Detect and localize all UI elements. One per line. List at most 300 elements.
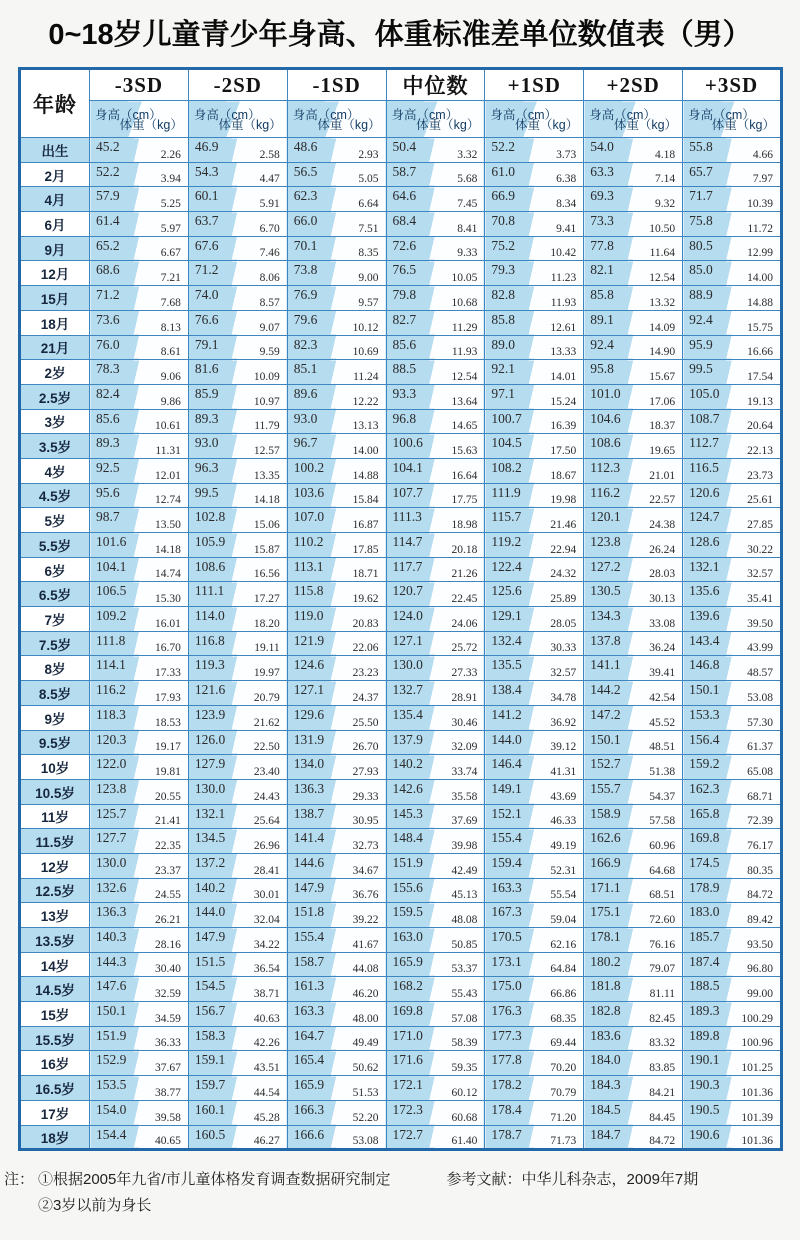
value-cell (90, 261, 189, 286)
height-value: 178.9 (689, 879, 720, 895)
value-cell (188, 508, 287, 533)
weight-value: 84.72 (747, 889, 773, 902)
weight-value: 20.55 (154, 790, 181, 803)
value-cell (287, 631, 386, 656)
value-cell (386, 384, 485, 409)
value-cell (188, 804, 287, 829)
weight-value: 7.45 (457, 198, 478, 211)
weight-value: 24.32 (550, 568, 577, 581)
height-value: 159.2 (689, 756, 720, 772)
weight-value: 76.16 (649, 938, 676, 951)
value-cell (287, 212, 386, 237)
table-row (20, 557, 782, 582)
weight-value: 7.14 (654, 173, 676, 186)
value-cell (287, 409, 386, 434)
height-value: 159.4 (491, 854, 522, 870)
height-value: 85.1 (293, 361, 318, 377)
weight-value: 30.95 (352, 815, 379, 828)
col-header-plus2sd: +2SD (584, 69, 683, 101)
value-cell (287, 878, 386, 903)
weight-value: 8.57 (259, 296, 280, 309)
col-header-minus2sd: -2SD (188, 69, 287, 101)
height-value: 85.8 (590, 287, 614, 303)
weight-value: 52.31 (550, 864, 577, 877)
height-value: 134.3 (590, 608, 621, 624)
weight-value: 34.67 (352, 864, 379, 877)
weight-value: 51.53 (352, 1086, 379, 1099)
value-cell (287, 705, 386, 730)
height-value: 154.4 (96, 1126, 127, 1142)
height-value: 108.6 (194, 558, 226, 574)
value-cell (188, 952, 287, 977)
weight-value: 8.41 (457, 222, 478, 235)
height-value: 63.3 (590, 163, 614, 179)
height-value: 72.6 (392, 237, 417, 253)
weight-value: 101.39 (741, 1111, 773, 1124)
weight-value: 9.41 (556, 222, 577, 235)
weight-value: 14.88 (747, 296, 773, 309)
height-value: 132.7 (392, 682, 423, 698)
height-value: 112.7 (689, 435, 719, 451)
table-row (20, 360, 782, 385)
height-value: 106.5 (96, 583, 127, 599)
weight-value: 18.53 (154, 716, 181, 729)
value-cell (287, 829, 386, 854)
height-value: 107.7 (392, 484, 423, 500)
height-value: 111.9 (491, 484, 521, 500)
value-cell (485, 508, 584, 533)
weight-value: 10.42 (550, 247, 577, 260)
value-cell (485, 1002, 584, 1027)
value-cell (683, 903, 782, 928)
sub-header-cell (188, 101, 287, 138)
height-value: 178.7 (491, 1126, 522, 1142)
height-value: 89.3 (194, 410, 219, 426)
weight-unit-label: 体重（kg） (218, 118, 282, 132)
height-value: 85.0 (689, 262, 713, 278)
height-value: 146.4 (491, 756, 522, 772)
weight-value: 25.89 (550, 593, 577, 606)
age-cell: 6.5岁 (20, 582, 90, 607)
height-value: 119.0 (293, 608, 324, 624)
value-cell (485, 384, 584, 409)
value-cell (287, 1125, 386, 1150)
height-value: 124.0 (392, 608, 423, 624)
height-unit-label: 身高（cm） (490, 108, 558, 122)
height-value: 120.6 (689, 484, 720, 500)
value-cell (386, 705, 485, 730)
age-cell: 14.5岁 (20, 977, 90, 1002)
age-cell: 10.5岁 (20, 779, 90, 804)
value-cell (287, 804, 386, 829)
height-value: 155.6 (392, 879, 423, 895)
value-cell (386, 335, 485, 360)
value-cell (584, 878, 683, 903)
height-value: 172.3 (392, 1101, 423, 1117)
weight-value: 9.33 (457, 247, 478, 260)
height-value: 163.3 (293, 1003, 325, 1019)
weight-value: 101.36 (741, 1135, 773, 1148)
height-value: 100.6 (392, 435, 423, 451)
weight-value: 12.54 (451, 370, 478, 383)
height-value: 177.3 (491, 1027, 522, 1043)
value-cell (188, 384, 287, 409)
age-cell: 18岁 (20, 1125, 90, 1150)
value-cell (485, 681, 584, 706)
weight-value: 18.71 (352, 568, 379, 581)
age-cell: 12.5岁 (20, 878, 90, 903)
value-cell (584, 952, 683, 977)
value-cell (584, 804, 683, 829)
height-value: 150.1 (689, 682, 720, 698)
weight-value: 4.18 (654, 148, 676, 161)
weight-value: 13.64 (451, 395, 478, 408)
weight-value: 30.22 (747, 543, 773, 556)
value-cell (90, 878, 189, 903)
table-row (20, 384, 782, 409)
height-value: 81.6 (194, 361, 219, 377)
weight-value: 38.71 (253, 988, 280, 1001)
value-cell (188, 977, 287, 1002)
weight-value: 22.94 (550, 543, 577, 556)
height-value: 131.9 (293, 731, 325, 747)
value-cell (287, 1100, 386, 1125)
value-cell (287, 162, 386, 187)
value-cell (485, 656, 584, 681)
weight-value: 37.69 (451, 815, 478, 828)
value-cell (485, 236, 584, 261)
weight-value: 53.08 (352, 1135, 379, 1148)
height-value: 137.9 (392, 731, 423, 747)
value-cell (584, 829, 683, 854)
age-cell: 13岁 (20, 903, 90, 928)
height-value: 129.6 (293, 706, 325, 722)
age-cell: 9月 (20, 236, 90, 261)
value-cell (287, 755, 386, 780)
age-cell: 2岁 (20, 360, 90, 385)
height-value: 156.7 (194, 1003, 226, 1019)
value-cell (584, 335, 683, 360)
value-cell (683, 384, 782, 409)
value-cell (584, 1026, 683, 1051)
col-header-plus1sd: +1SD (485, 69, 584, 101)
value-cell (584, 977, 683, 1002)
weight-value: 20.83 (352, 617, 379, 630)
weight-value: 37.67 (154, 1062, 181, 1075)
weight-value: 32.73 (352, 839, 379, 852)
value-cell (287, 310, 386, 335)
table-row (20, 977, 782, 1002)
weight-value: 24.37 (352, 691, 379, 704)
height-value: 88.5 (392, 361, 417, 377)
weight-value: 84.45 (649, 1111, 676, 1124)
weight-value: 19.98 (550, 494, 577, 507)
value-cell (386, 1076, 485, 1101)
height-value: 56.5 (293, 163, 318, 179)
value-cell (188, 1002, 287, 1027)
height-value: 177.8 (491, 1052, 522, 1068)
weight-value: 27.85 (747, 519, 773, 531)
weight-value: 45.13 (451, 889, 478, 902)
value-cell (485, 162, 584, 187)
weight-value: 43.51 (253, 1062, 280, 1075)
value-cell (584, 261, 683, 286)
height-value: 76.9 (293, 287, 318, 303)
table-row (20, 705, 782, 730)
value-cell (287, 1026, 386, 1051)
height-value: 76.6 (194, 311, 219, 327)
value-cell (386, 138, 485, 163)
height-value: 165.9 (293, 1077, 325, 1093)
height-value: 153.3 (689, 706, 720, 722)
height-value: 165.4 (293, 1052, 325, 1068)
weight-value: 33.74 (451, 765, 478, 778)
footnotes (4, 1167, 800, 1220)
value-cell (683, 434, 782, 459)
height-value: 190.5 (689, 1101, 720, 1117)
value-cell (683, 928, 782, 953)
value-cell (386, 162, 485, 187)
height-value: 95.9 (689, 336, 713, 352)
col-header-median: 中位数 (386, 69, 485, 101)
weight-value: 16.70 (154, 642, 181, 655)
weight-value: 17.06 (649, 395, 676, 408)
weight-value: 22.45 (451, 593, 478, 606)
value-cell (584, 1076, 683, 1101)
value-cell (287, 335, 386, 360)
value-cell (90, 236, 189, 261)
weight-value: 55.43 (451, 988, 478, 1001)
weight-value: 72.60 (649, 914, 676, 926)
value-cell (584, 483, 683, 508)
weight-value: 6.70 (259, 222, 280, 235)
value-cell (188, 1076, 287, 1101)
value-cell (683, 1125, 782, 1150)
weight-value: 32.09 (451, 741, 478, 754)
value-cell (683, 755, 782, 780)
value-cell (386, 730, 485, 755)
value-cell (386, 1100, 485, 1125)
height-value: 77.8 (590, 237, 614, 253)
value-cell (485, 705, 584, 730)
weight-value: 14.90 (649, 346, 676, 359)
value-cell (485, 582, 584, 607)
height-value: 70.1 (293, 237, 318, 253)
height-value: 138.4 (491, 682, 522, 698)
weight-value: 34.59 (154, 1012, 181, 1025)
height-value: 76.0 (96, 336, 120, 352)
height-value: 127.2 (590, 558, 621, 574)
weight-value: 12.01 (154, 469, 181, 482)
weight-value: 83.85 (649, 1062, 676, 1075)
height-value: 126.0 (194, 731, 226, 747)
value-cell (188, 705, 287, 730)
table-row (20, 1051, 782, 1076)
table-row (20, 434, 782, 459)
weight-value: 43.69 (550, 790, 577, 803)
weight-value: 59.04 (550, 914, 577, 926)
weight-value: 20.79 (253, 691, 280, 704)
value-cell (683, 705, 782, 730)
height-value: 79.8 (392, 287, 417, 303)
value-cell (386, 779, 485, 804)
height-value: 150.1 (590, 731, 621, 747)
age-cell: 16岁 (20, 1051, 90, 1076)
weight-value: 24.38 (649, 519, 676, 531)
value-cell (287, 138, 386, 163)
value-cell (90, 138, 189, 163)
weight-value: 16.87 (352, 519, 379, 531)
height-value: 116.5 (689, 459, 719, 475)
height-value: 178.1 (590, 929, 621, 944)
value-cell (90, 705, 189, 730)
height-value: 79.6 (293, 311, 318, 327)
weight-value: 46.27 (253, 1135, 280, 1148)
height-value: 61.0 (491, 163, 515, 179)
height-value: 123.8 (590, 534, 621, 549)
weight-value: 11.93 (451, 346, 478, 359)
age-cell: 3.5岁 (20, 434, 90, 459)
value-cell (485, 853, 584, 878)
height-value: 80.5 (689, 237, 713, 253)
weight-value: 57.58 (649, 815, 676, 828)
height-value: 176.3 (491, 1003, 522, 1019)
height-value: 137.8 (590, 632, 621, 648)
table-row (20, 1100, 782, 1125)
weight-value: 25.50 (352, 716, 379, 729)
weight-value: 52.20 (352, 1111, 379, 1124)
value-cell (188, 582, 287, 607)
value-cell (584, 582, 683, 607)
weight-value: 21.26 (451, 568, 478, 581)
height-value: 134.5 (194, 830, 226, 846)
height-value: 132.1 (194, 805, 226, 821)
weight-value: 46.20 (352, 988, 379, 1001)
height-value: 124.6 (293, 657, 325, 673)
height-value: 65.7 (689, 163, 713, 179)
value-cell (683, 557, 782, 582)
table-row (20, 681, 782, 706)
height-value: 140.3 (96, 929, 127, 944)
value-cell (584, 853, 683, 878)
value-cell (584, 310, 683, 335)
value-cell (386, 878, 485, 903)
weight-value: 60.96 (649, 839, 676, 852)
height-value: 171.6 (392, 1052, 423, 1068)
weight-value: 45.52 (649, 716, 676, 729)
weight-value: 101.25 (741, 1062, 773, 1075)
value-cell (90, 1051, 189, 1076)
weight-value: 40.63 (253, 1012, 280, 1025)
height-value: 54.3 (194, 163, 219, 179)
height-value: 58.7 (392, 163, 417, 179)
height-value: 147.9 (194, 929, 226, 944)
height-value: 101.6 (96, 534, 127, 549)
age-cell: 4岁 (20, 458, 90, 483)
value-cell (188, 286, 287, 311)
height-value: 160.5 (194, 1126, 226, 1142)
value-cell (90, 286, 189, 311)
value-cell (90, 557, 189, 582)
weight-value: 17.27 (253, 593, 280, 606)
weight-value: 101.36 (741, 1086, 773, 1099)
age-cell: 2.5岁 (20, 384, 90, 409)
age-cell: 13.5岁 (20, 928, 90, 953)
value-cell (584, 508, 683, 533)
age-cell: 5.5岁 (20, 533, 90, 558)
weight-value: 30.33 (550, 642, 577, 655)
weight-value: 15.75 (747, 321, 773, 334)
value-cell (188, 878, 287, 903)
height-value: 166.6 (293, 1126, 325, 1142)
value-cell (188, 1125, 287, 1150)
value-cell (386, 582, 485, 607)
value-cell (287, 434, 386, 459)
weight-value: 21.46 (550, 519, 577, 531)
height-value: 92.4 (689, 311, 713, 327)
value-cell (90, 335, 189, 360)
weight-value: 10.39 (747, 198, 773, 211)
value-cell (683, 310, 782, 335)
height-value: 140.2 (194, 879, 226, 895)
value-cell (683, 138, 782, 163)
weight-value: 46.33 (550, 815, 577, 828)
weight-value: 16.56 (253, 568, 280, 581)
weight-value: 17.75 (451, 494, 478, 507)
height-value: 89.3 (96, 435, 120, 451)
weight-value: 30.46 (451, 716, 478, 729)
height-value: 151.8 (293, 904, 325, 920)
value-cell (287, 557, 386, 582)
value-cell (287, 607, 386, 632)
value-cell (485, 903, 584, 928)
weight-value: 10.05 (451, 272, 478, 285)
weight-value: 5.68 (457, 173, 478, 186)
value-cell (485, 607, 584, 632)
weight-value: 80.35 (747, 864, 773, 877)
height-value: 164.7 (293, 1027, 325, 1043)
value-cell (683, 631, 782, 656)
weight-value: 28.05 (550, 617, 577, 630)
table-row (20, 162, 782, 187)
height-value: 85.6 (96, 410, 120, 426)
weight-value: 4.47 (259, 173, 280, 186)
weight-value: 9.00 (358, 272, 379, 285)
weight-value: 11.72 (747, 222, 773, 235)
value-cell (584, 1002, 683, 1027)
value-cell (90, 952, 189, 977)
height-value: 107.0 (293, 509, 325, 525)
value-cell (683, 607, 782, 632)
height-value: 144.2 (590, 682, 621, 698)
value-cell (386, 853, 485, 878)
height-value: 119.2 (491, 534, 522, 549)
weight-value: 19.11 (254, 642, 280, 655)
value-cell (386, 1002, 485, 1027)
value-cell (188, 853, 287, 878)
age-cell: 出生 (20, 138, 90, 163)
weight-value: 84.72 (649, 1135, 676, 1148)
height-value: 93.3 (392, 385, 417, 401)
height-value: 141.4 (293, 830, 325, 846)
weight-value: 71.20 (550, 1111, 577, 1124)
height-value: 144.0 (491, 731, 522, 747)
age-cell: 5岁 (20, 508, 90, 533)
age-cell: 9岁 (20, 705, 90, 730)
weight-value: 15.06 (253, 519, 280, 531)
value-cell (386, 1026, 485, 1051)
height-value: 54.0 (590, 139, 614, 154)
